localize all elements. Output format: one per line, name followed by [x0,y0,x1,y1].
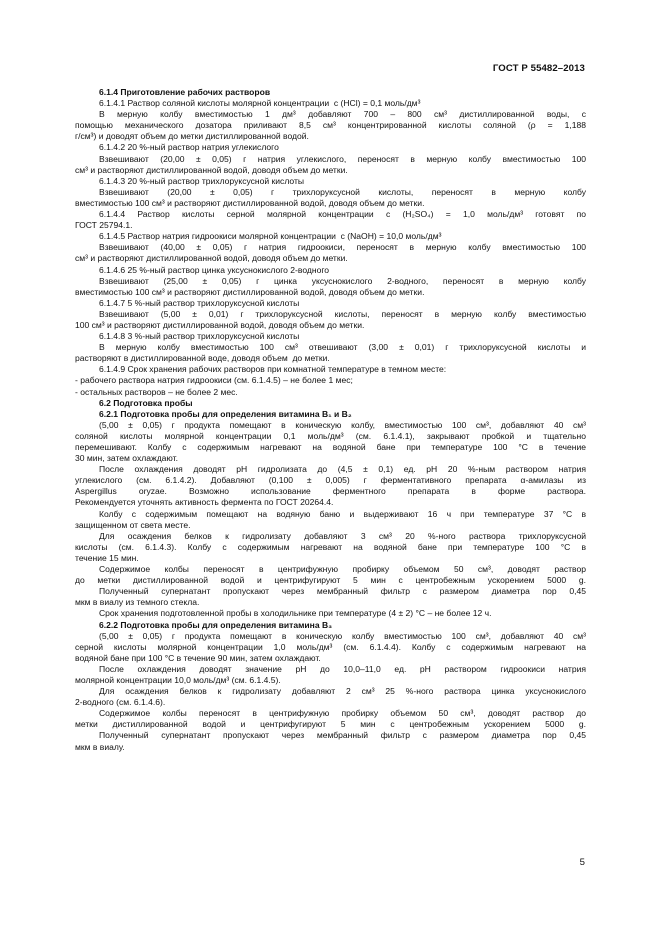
text-line: метки дистиллированной водой и центрифугируют 5 мин с центробежным ускорением 5000 g. [75,719,586,730]
text-line: После охлаждения доводят значение рН до 10,0–11,0 ед. рН раствором гидроокиси натрия [99,663,586,674]
text-line: 6.1.4.4 Раствор кислоты серной молярной концентрации c (H₂SO₄) = 1,0 моль/дм³ готовят по [99,209,586,220]
text-line: Срок хранения подготовленной пробы в холодильнике при температуре (4 ± 2) °С – не более 12 ч. [99,608,492,619]
text-line: Полученный супернатант пропускают через мембранный фильтр с размером диаметра пор 0,45 [99,730,586,741]
text-line: перемешивают. Колбу с содержимым нагревают на водяной бане при температуре 100 °С в течение [75,442,586,452]
text-line: 2-водного (см. 6.1.4.6). [75,697,166,708]
text-line: Для осаждения белков к гидролизату добавляют 3 см³ 20 %-ного раствора трихлоруксусной [99,530,586,541]
text-line: см³ и растворяют дистиллированной водой, доводя объем до метки. [75,164,348,175]
text-line: Взвешивают (5,00 ± 0,01) г трихлоруксусной кислоты, переносят в мерную колбу вместимостью [99,308,586,319]
text-line: Полученный супернатант пропускают через мембранный фильтр с размером диаметра пор 0,45 [99,586,586,597]
text-line: Aspergillus oryzae. Возможно использование ферментного препарата в форме раствора. [75,486,586,497]
text-line: 6.1.4.9 Срок хранения рабочих растворов при комнатной температуре в темном месте: [99,364,447,375]
text-line: 6.1.4.8 3 %-ный раствор трихлоруксусной кислоты [99,331,300,342]
text-line: После охлаждения доводят рН гидролизата до (4,5 ± 0,1) ед. рН 20 %-ным раствором натрия [99,464,586,475]
text-line: Взвешивают (20,00 ± 0,05) г натрия углекислого, переносят в мерную колбу вместимостью 100 [99,153,586,164]
text-line: ГОСТ 25794.1. [75,220,133,231]
text-line: Колбу с содержимым помещают на водяную баню и выдерживают 16 ч при температуре 37 °С в [99,508,586,519]
text-line: молярной концентрации 10,0 моль/дм³ (см. 6.1.4.5). [75,674,281,685]
text-line: В мерную колбу вместимостью 1 дм³ добавляют 700 – 800 см³ дистиллированной воды, с [99,109,586,120]
text-line: - остальных растворов – не более 2 мес. [75,386,238,397]
section-heading: 6.2.1 Подготовка пробы для определения витамина B₁ и B₂ [99,408,352,419]
text-line: кислоты (см. 6.1.4.3). Колбу с содержимым нагревают на водяной бане при температуре 100 °С в [75,541,586,552]
text-line: водяной бане при 100 °С в течение 90 мин, затем охлаждают. [75,652,321,663]
text-line: 30 мин, затем охлаждают. [75,453,179,464]
text-line: (5,00 ± 0,05) г продукта помещают в коническую колбу, вместимостью 100 см³, добавляют 40 см³ [99,419,586,430]
text-line: - рабочего раствора натрия гидроокиси (см. 6.1.4.5) – не более 1 мес; [75,375,353,386]
section-heading: 6.2.2 Подготовка пробы для определения витамина B₃ [99,619,333,630]
text-line: мкм в виалу. [75,741,125,752]
text-line: г/см³) и доводят объем до метки дистиллированной водой. [75,131,309,142]
text-line: углекислого (см. 6.1.4.2). Добавляют (0,100 ± 0,005) г ферментативного препарата α-амилазы из [75,475,586,486]
text-line: Содержимое колбы переносят в центрифужную пробирку объемом 50 см³, доводят раствор до [99,708,586,719]
text-line: В мерную колбу вместимостью 100 см³ отвешивают (3,00 ± 0,01) г трихлоруксусной кислоты и [99,342,586,353]
section-heading: 6.2 Подготовка пробы [99,397,193,408]
text-line: растворяют в дистиллированной воде, доводя объем до метки. [75,353,330,364]
text-line: Взвешивают (40,00 ± 0,05) г натрия гидроокиси, переносят в мерную колбу вместимостью 100 [99,242,586,253]
standard-number: ГОСТ Р 55482–2013 [492,63,585,74]
text-line: см³ и растворяют дистиллированной водой, доводя объем до метки. [75,253,348,264]
text-line: до метки дистиллированной водой и центрифугируют 5 мин с центробежным ускорением 5000 g. [75,575,586,586]
text-line: 6.1.4.5 Раствор натрия гидроокиси молярной концентрации c (NaOH) = 10,0 моль/дм³ [99,231,442,242]
text-line: соляной кислоты молярной концентрации 0,1 моль/дм³ (см. 6.1.4.1), закрывают пробкой и тщательно [75,430,586,441]
text-line: вместимостью 100 см³ и растворяют дистиллированной водой, доводя объем до метки. [75,286,425,297]
text-line: защищенном от света месте. [75,519,191,530]
text-line: (5,00 ± 0,05) г продукта помещают в коническую колбу вместимостью 100 см³, добавляют 40 см³ [99,630,586,641]
text-line: 6.1.4.1 Раствор соляной кислоты молярной концентрации c (HCl) = 0,1 моль/дм³ [99,98,421,109]
text-line: Содержимое колбы переносят в центрифужную пробирку объемом 50 см³, доводят раствор [99,564,586,575]
section-heading: 6.1.4 Приготовление рабочих растворов [99,87,271,97]
page-number: 5 [579,857,585,868]
text-line: 6.1.4.6 25 %-ный раствор цинка уксуснокислого 2-водного [99,264,330,275]
text-line: 6.1.4.3 20 %-ный раствор трихлоруксусной кислоты [99,175,305,186]
text-line: вместимостью 100 см³ и растворяют дистиллированной водой, доводя объем до метки. [75,197,425,208]
text-line: мкм в виалу из темного стекла. [75,597,200,608]
text-line: Рекомендуется уточнять активность фермента по ГОСТ 20264.4. [75,497,334,508]
text-line: 6.1.4.7 5 %-ный раствор трихлоруксусной кислоты [99,297,300,308]
text-line: 6.1.4.2 20 %-ный раствор натрия углекислого [99,142,279,153]
text-line: Для осаждения белков к гидролизату добавляют 2 см³ 25 %-ного раствора цинка уксуснокислого [99,686,586,697]
text-line: Взвешивают (25,00 ± 0,05) г цинка уксуснокислого 2-водного, переносят в мерную колбу [99,275,586,286]
document-body [75,87,586,753]
text-line: 100 см³ и растворяют дистиллированной водой, доводя объем до метки. [75,319,365,330]
text-line: Взвешивают (20,00 ± 0,05) г трихлоруксусной кислоты, переносят в мерную колбу [99,186,586,197]
text-line: течение 15 мин. [75,552,139,563]
text-line: серной кислоты молярной концентрации 1,0 моль/дм³ (см. 6.1.4.4). Колбу с содержимым нагревают на [75,641,586,652]
text-line: помощью механического дозатора приливают 8,5 см³ концентрированной кислоты соляной (ρ = 1,188 [75,120,586,131]
